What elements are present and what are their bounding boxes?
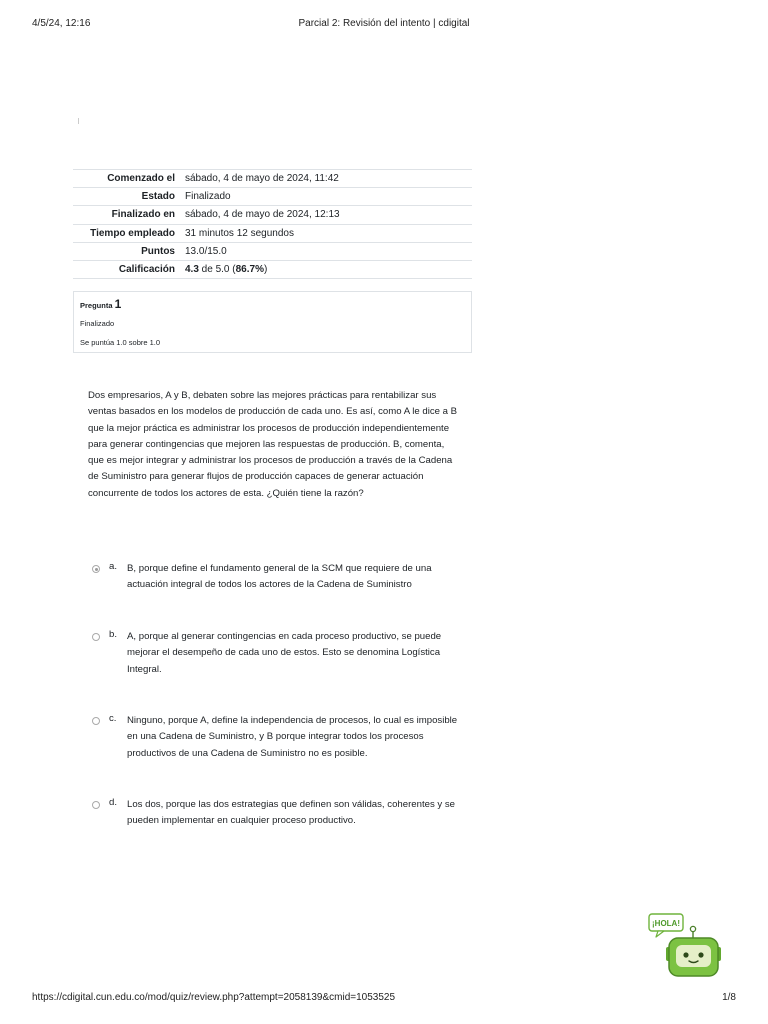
- print-header: [32, 18, 736, 32]
- robot-icon: [646, 912, 726, 982]
- grade-of-text: de 5.0 (: [198, 264, 236, 276]
- answer-option-c[interactable]: [92, 713, 462, 762]
- answer-option-b[interactable]: [92, 629, 462, 678]
- option-letter: d.: [109, 797, 118, 808]
- question-grade: Se puntúa 1.0 sobre 1.0: [80, 338, 161, 347]
- chatbot-widget[interactable]: [646, 912, 726, 982]
- grade-label: Calificación: [73, 260, 179, 278]
- answer-option-a[interactable]: [92, 561, 462, 594]
- question-number-value: 1: [114, 297, 122, 311]
- summary-row: [73, 170, 472, 188]
- summary-row: [73, 242, 472, 260]
- radio-button[interactable]: [92, 801, 100, 809]
- question-number: [80, 297, 465, 311]
- question-state: Finalizado: [80, 319, 115, 328]
- option-text: Los dos, porque las dos estrategias que definen son válidas, coherentes y se pueden implementar en cualquier proceso productivo.: [127, 799, 455, 827]
- radio-button[interactable]: [92, 633, 100, 641]
- chatbot-greeting: ¡HOLA!: [652, 919, 680, 928]
- summary-row: [73, 206, 472, 224]
- summary-label: Comenzado el: [73, 170, 179, 188]
- grade-score: 4.3: [185, 264, 199, 276]
- summary-label: Estado: [73, 188, 179, 206]
- summary-value: Finalizado: [179, 188, 472, 206]
- summary-row-grade: [73, 260, 472, 278]
- summary-label: Tiempo empleado: [73, 224, 179, 242]
- radio-button[interactable]: [92, 717, 100, 725]
- attempt-summary-table: [73, 169, 472, 279]
- option-letter: c.: [109, 713, 117, 724]
- summary-value: sábado, 4 de mayo de 2024, 11:42: [179, 170, 472, 188]
- print-date: 4/5/24, 12:16: [32, 18, 91, 29]
- print-url: https://cdigital.cun.edu.co/mod/quiz/review.php?attempt=2058139&cmid=1053525: [32, 992, 396, 1003]
- grade-close: ): [263, 264, 268, 276]
- print-footer: [32, 992, 736, 1006]
- summary-label: Puntos: [73, 242, 179, 260]
- option-text: Ninguno, porque A, define la independencia de procesos, lo cual es imposible en una Cadena de Suministro, y B porque integrar todos los procesos productivos de una Cadena de Suministro no es posible.: [127, 715, 458, 759]
- answer-option-d[interactable]: [92, 797, 462, 830]
- print-page-title: Parcial 2: Revisión del intento | cdigital: [298, 18, 470, 29]
- grade-percent: 86.7%: [235, 264, 264, 276]
- summary-row: [73, 224, 472, 242]
- question-info-box: [73, 291, 472, 353]
- summary-label: Finalizado en: [73, 206, 179, 224]
- option-letter: b.: [109, 629, 118, 640]
- grade-value: [179, 260, 472, 278]
- print-page-number: 1/8: [722, 992, 736, 1003]
- radio-button-selected[interactable]: [92, 565, 100, 573]
- summary-value: sábado, 4 de mayo de 2024, 12:13: [179, 206, 472, 224]
- summary-row: [73, 188, 472, 206]
- option-text: B, porque define el fundamento general de la SCM que requiere de una actuación integral de todos los actores de la Cadena de Suministro: [127, 563, 432, 591]
- page-mark: [78, 118, 79, 124]
- question-label: Pregunta: [80, 301, 113, 310]
- summary-value: 31 minutos 12 segundos: [179, 224, 472, 242]
- option-letter: a.: [109, 561, 118, 572]
- summary-value: 13.0/15.0: [179, 242, 472, 260]
- option-text: A, porque al generar contingencias en cada proceso productivo, se puede mejorar el desempeño de cada uno de estos. Esto se denomina Logística Integral.: [127, 631, 442, 675]
- question-text: Dos empresarios, A y B, debaten sobre las mejores prácticas para rentabilizar sus ventas basados en los modelos de producción de cada uno. Es así, como A le dice a B que la mejor práctica es administrar los procesos de producción independientemente para generar contingencias que mejoren las respuestas de producción. B, comenta, que es mejor integrar y administrar los procesos de producción a través de la Cadena de Suministro para generar flujos de producción capaces de generar actuación concurrente de todos los actores de esta. ¿Quién tiene la razón?: [88, 390, 458, 499]
